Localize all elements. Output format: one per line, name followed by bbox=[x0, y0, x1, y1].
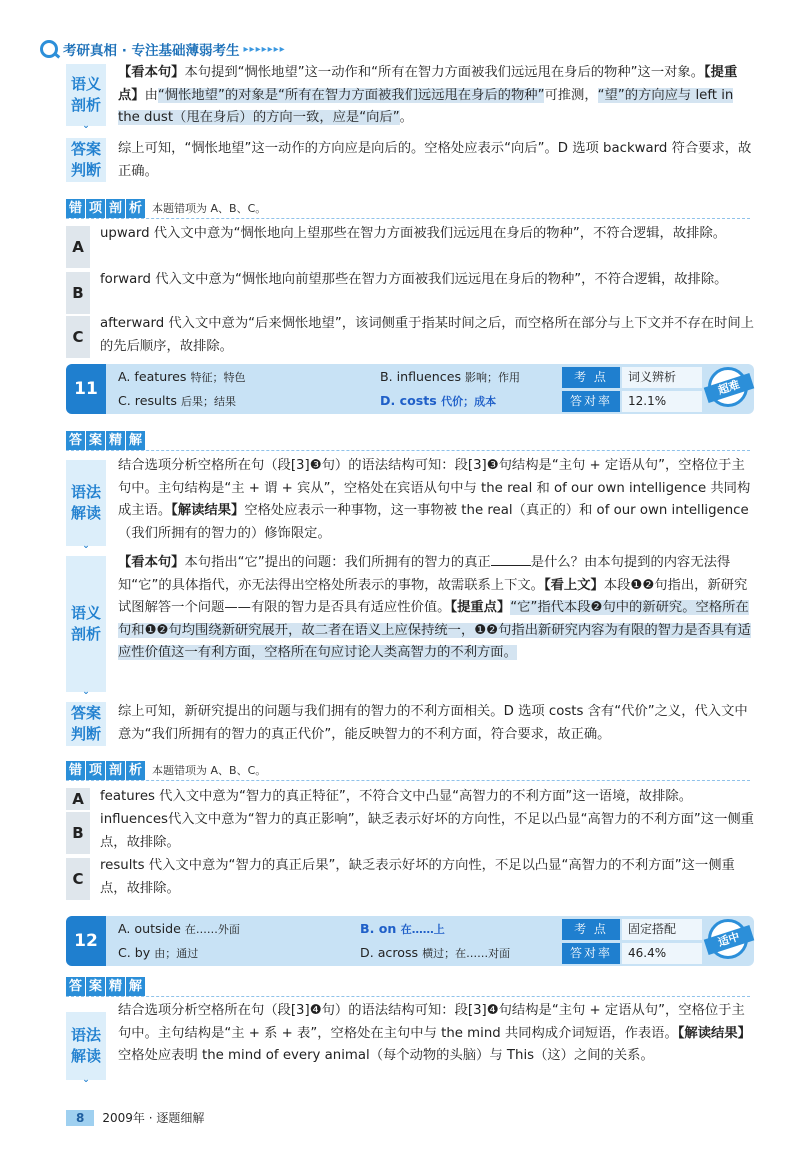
answer-judgment-text: 综上可知，“惆怅地望”这一动作的方向应是向后的。空格处应表示“向后”。D 选项 backward 符合要求，故正确。 bbox=[118, 141, 752, 179]
divider bbox=[66, 450, 750, 451]
kaodian-value: 固定搭配 bbox=[622, 919, 702, 940]
divider bbox=[66, 218, 750, 219]
kaodian-label: 考 点 bbox=[562, 367, 620, 388]
option-letter: B bbox=[66, 272, 90, 314]
option-explanation: forward 代入文中意为“惆怅地向前望那些在智力方面被我们远远甩在身后的物种”，不符合逻辑，故排除。 bbox=[100, 272, 728, 287]
rate-value: 12.1% bbox=[622, 391, 702, 412]
option-a: A. features 特征；特色 bbox=[118, 369, 246, 384]
option-c: C. by 由；通过 bbox=[118, 945, 199, 960]
option-explanation: influences代入文中意为“智力的真正影响”，缺乏表示好坏的方向性，不足以凸显“高智力的不利方面”这一侧重点，故排除。 bbox=[100, 812, 754, 850]
option-explanation: upward 代入文中意为“惆怅地向上望那些在智力方面被我们远远甩在身后的物种”，不符合逻辑，故排除。 bbox=[100, 226, 727, 241]
rate-value: 46.4% bbox=[622, 943, 702, 964]
brand-text: 考研真相 · 专注基础薄弱考生 bbox=[63, 43, 240, 59]
answer-judgment-label: 答案 判断 bbox=[66, 138, 106, 182]
grammar-text: 结合选项分析空格所在句（段[3]❹句）的语法结构可知：段[3]❹句结构是“主句 + 定语从句”，空格位于主句中。主句结构是“主 + 系 + 表”，空格处在主句中与 the mind 共同构成介词短语，作表语。【解读结果】空格处应表明 the mind of every animal（每个动物的头脑）与 This（这）之间的关系。 bbox=[118, 1003, 751, 1063]
option-a: A. outside 在……外面 bbox=[118, 921, 240, 936]
rate-label: 答对率 bbox=[562, 943, 620, 964]
page-footer bbox=[66, 1109, 204, 1126]
difficulty-stamp: 超难 bbox=[708, 367, 748, 407]
option-c: C. results 后果；结果 bbox=[118, 393, 237, 408]
option-letter: C bbox=[66, 858, 90, 900]
kaodian-value: 词义辨析 bbox=[622, 367, 702, 388]
question-number: 12 bbox=[66, 916, 106, 966]
divider bbox=[66, 996, 750, 997]
answer-judgment-label: 答案 判断 bbox=[66, 702, 106, 746]
option-letter: A bbox=[66, 788, 90, 810]
option-explanation: features 代入文中意为“智力的真正特征”，不符合文中凸显“高智力的不利方面”这一语境，故排除。 bbox=[100, 789, 692, 804]
divider bbox=[66, 780, 750, 781]
option-letter: B bbox=[66, 812, 90, 854]
chevron-down-icon: ⌄ bbox=[82, 121, 90, 131]
question-number: 11 bbox=[66, 364, 106, 414]
option-b-answer: B. on 在……上 bbox=[360, 921, 445, 936]
option-explanation: results 代入文中意为“智力的真正后果”，缺乏表示好坏的方向性，不足以凸显“高智力的不利方面”这一侧重点，故排除。 bbox=[100, 858, 735, 896]
semantic-label: 语义 剖析 ⌄ bbox=[66, 64, 106, 126]
magnifier-logo-icon bbox=[40, 40, 58, 58]
option-d-answer: D. costs 代价；成本 bbox=[380, 393, 497, 408]
difficulty-stamp: 适中 bbox=[708, 919, 748, 959]
option-letter: A bbox=[66, 226, 90, 268]
rate-label: 答对率 bbox=[562, 391, 620, 412]
option-b: B. influences 影响；作用 bbox=[380, 369, 521, 384]
semantic-text: 【看本句】本句指出“它”提出的问题：我们所拥有的智力的真正 是什么？由本句提到的内容无法得知“它”的具体指代，亦无法得出空格处所表示的事物，故需联系上下文。【看上文】本段❶❷句指出，新研究试图解答一个问题——有限的智力是否具有适应性价值。【提重点】“它”指代本段❷句中的新研究。空格所在句和❶❷句均围绕新研究展开，故二者在语义上应保持统一，❶❷句指出新研究内容为有限的智力是否具有适应性价值这一有利方面，空格所在句应讨论人类高智力的不利方面。 bbox=[118, 555, 751, 660]
grammar-text: 结合选项分析空格所在句（段[3]❸句）的语法结构可知：段[3]❸句结构是“主句 + 定语从句”，空格位于主句中。主句结构是“主 + 谓 + 宾从”，空格处在宾语从句中与 the real 和 of our own intelligence 共同构成主语。【解读结果】空格处应表示一种事物，这一事物被 the real（真正的）和 of our own intelligence（我们所拥有的智力的）修饰限定。 bbox=[118, 458, 751, 541]
grammar-label: 语法 解读 ⌄ bbox=[66, 460, 106, 546]
brand-header bbox=[40, 38, 286, 60]
answer-judgment-text: 综上可知，新研究提出的问题与我们拥有的智力的不利方面相关。D 选项 costs 含有“代价”之义，代入文中意为“我们所拥有的智力的真正代价”，能反映智力的不利方面，符合要求，故正确。 bbox=[118, 704, 748, 742]
kaodian-label: 考 点 bbox=[562, 919, 620, 940]
blank-line bbox=[491, 565, 531, 566]
wrong-options-header: 错 项 剖 析 本题错项为 A、B、C。 bbox=[66, 760, 266, 780]
answer-explanation-header: 答 案 精 解 bbox=[66, 430, 146, 450]
wrong-options-header: 错 项 剖 析 本题错项为 A、B、C。 bbox=[66, 198, 266, 218]
chevron-down-icon: ⌄ bbox=[82, 687, 90, 697]
page-number: 8 bbox=[66, 1110, 94, 1126]
semantic-text: 【看本句】本句提到“惆怅地望”这一动作和“所有在智力方面被我们远远甩在身后的物种”这一对象。【提重点】由“惆怅地望”的对象是“所有在智力方面被我们远远甩在身后的物种”可推测，“望”的方向应与 left in the dust（甩在身后）的方向一致，应是“向后”。 bbox=[118, 65, 738, 125]
chevron-down-icon: ⌄ bbox=[82, 541, 90, 551]
footer-title: 2009年 · 逐题细解 bbox=[102, 1111, 205, 1125]
arrows-decoration: ▸▸▸▸▸▸▸ bbox=[243, 43, 286, 55]
option-explanation: afterward 代入文中意为“后来惆怅地望”，该词侧重于指某时间之后，而空格所在部分与上下文并不存在时间上的先后顺序，故排除。 bbox=[100, 316, 754, 354]
option-d: D. across 横过；在……对面 bbox=[360, 945, 511, 960]
chevron-down-icon: ⌄ bbox=[82, 1075, 90, 1085]
option-letter: C bbox=[66, 316, 90, 358]
semantic-label: 语义 剖析 ⌄ bbox=[66, 556, 106, 692]
grammar-label: 语法 解读 ⌄ bbox=[66, 1012, 106, 1080]
answer-explanation-header: 答 案 精 解 bbox=[66, 976, 146, 996]
